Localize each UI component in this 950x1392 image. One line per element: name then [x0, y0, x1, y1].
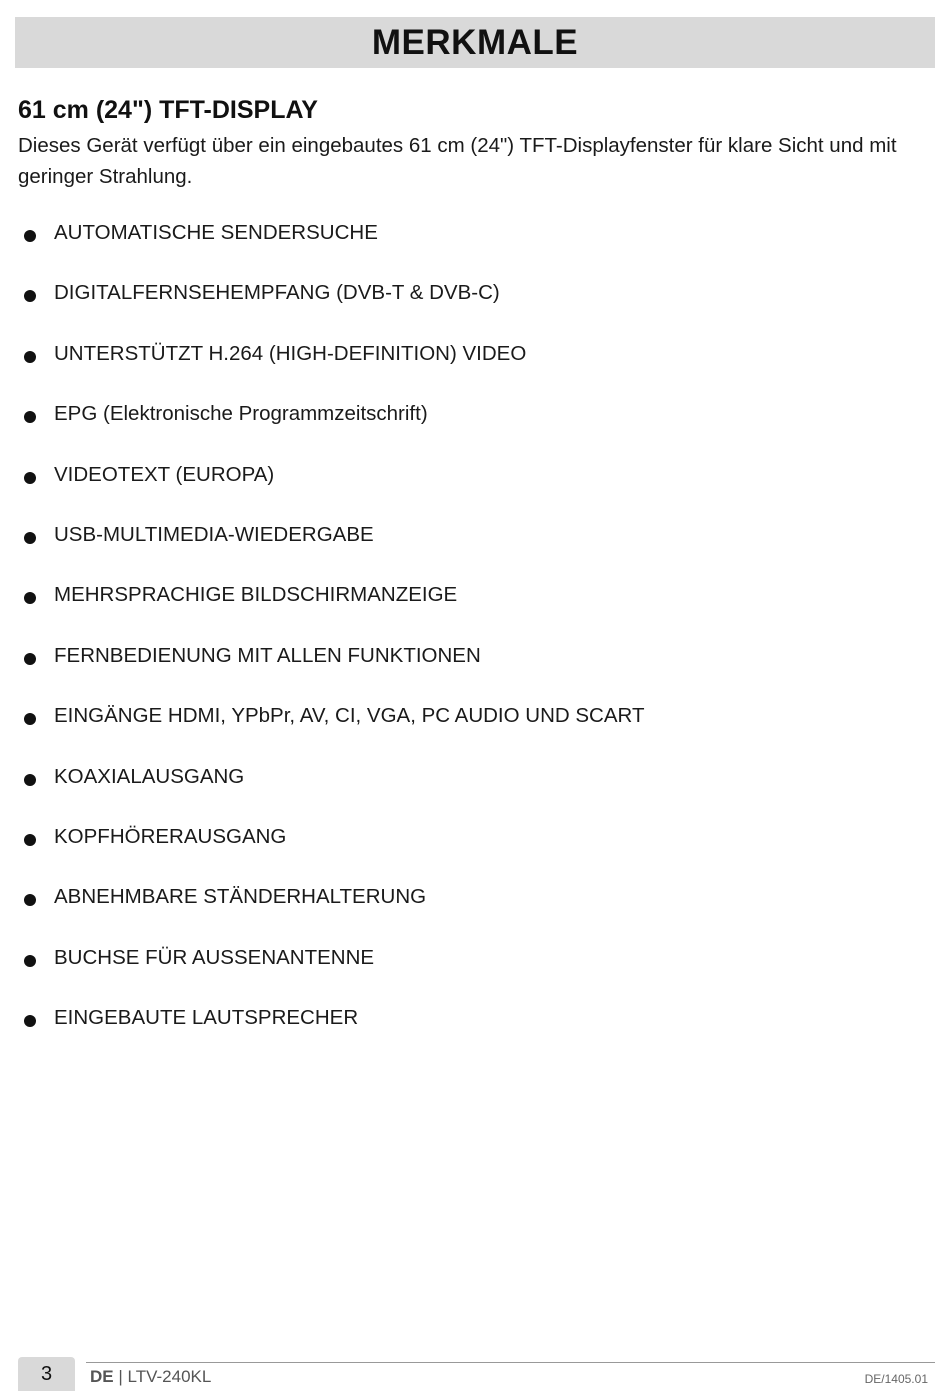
feature-label: AUTOMATISCHE SENDERSUCHE	[54, 221, 378, 244]
feature-label: DIGITALFERNSEHEMPFANG (DVB-T & DVB-C)	[54, 281, 500, 305]
feature-label: VIDEOTEXT (EUROPA)	[54, 462, 275, 486]
section-heading: 61 cm (24") TFT-DISPLAY	[18, 96, 318, 124]
feature-label: UNTERSTÜTZT H.264 (HIGH-DEFINITION) VIDEO	[54, 341, 527, 365]
bullet-icon	[24, 472, 36, 484]
page-number: 3	[18, 1357, 75, 1391]
bullet-icon	[24, 592, 36, 604]
feature-label: FERNBEDIENUNG MIT ALLEN FUNKTIONEN	[54, 643, 481, 667]
bullet-icon	[24, 351, 36, 363]
bullet-icon	[24, 713, 36, 725]
bullet-icon	[24, 1015, 36, 1027]
footer-separator: |	[118, 1367, 123, 1386]
footer-divider	[86, 1362, 935, 1363]
feature-label: EINGEBAUTE LAUTSPRECHER	[54, 1006, 359, 1030]
footer-language: DE	[90, 1367, 114, 1386]
feature-label: KOPFHÖRERAUSGANG	[54, 824, 287, 848]
bullet-icon	[24, 411, 36, 423]
footer-model-info	[90, 1367, 211, 1387]
footer-doc-code: DE/1405.01	[864, 1372, 928, 1386]
bullet-icon	[24, 774, 36, 786]
feature-label: MEHRSPRACHIGE BILDSCHIRMANZEIGE	[54, 583, 458, 607]
bullet-icon	[24, 230, 36, 242]
feature-label: BUCHSE FÜR AUSSENANTENNE	[54, 945, 375, 969]
bullet-icon	[24, 290, 36, 302]
footer-model: LTV-240KL	[127, 1367, 212, 1386]
feature-label: KOAXIALAUSGANG	[54, 764, 245, 788]
feature-label: EPG (Elektronische Programmzeitschrift)	[54, 402, 428, 426]
feature-label: USB-MULTIMEDIA-WIEDERGABE	[54, 522, 374, 546]
bullet-icon	[24, 955, 36, 967]
bullet-icon	[24, 894, 36, 906]
bullet-icon	[24, 532, 36, 544]
title-bar	[15, 17, 935, 68]
feature-label: EINGÄNGE HDMI, YPbPr, AV, CI, VGA, PC AUDIO UND SCART	[54, 704, 645, 728]
feature-label: ABNEHMBARE STÄNDERHALTERUNG	[54, 885, 427, 909]
bullet-icon	[24, 834, 36, 846]
page-title: MERKMALE	[371, 22, 579, 62]
section-description: Dieses Gerät verfügt über ein eingebautes 61 cm (24") TFT-Displayfenster für klare Sicht und mit geringer Strahlung.	[18, 134, 897, 188]
bullet-icon	[24, 653, 36, 665]
